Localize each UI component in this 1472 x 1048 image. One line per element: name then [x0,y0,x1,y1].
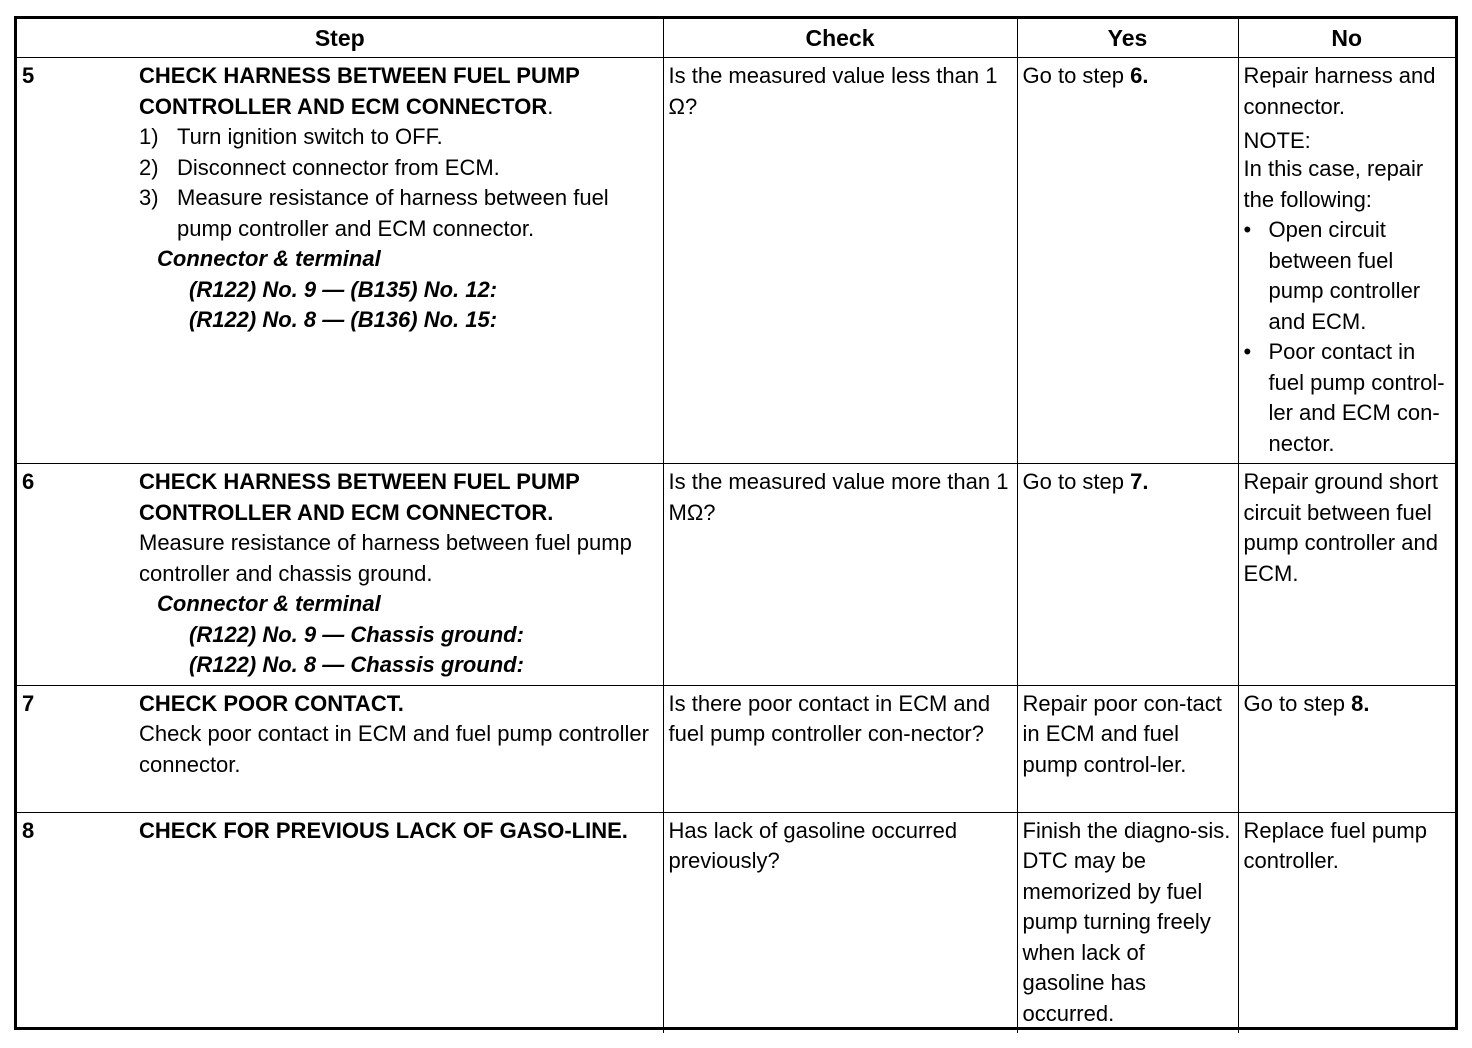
yes-cell: Finish the diagno-sis. DTC may be memorized by fuel pump turning freely when lack of gasoline has occurred. [1017,812,1238,1033]
step-title-line: CHECK FOR PREVIOUS LACK OF GASO-LINE. [139,817,628,843]
check-cell: Is the measured value less than 1 Ω? [663,58,1017,464]
procedure-item: 2) Disconnect connector from ECM. [139,154,500,180]
note-label: NOTE: [1243,128,1311,153]
note-intro: In this case, repair the following: [1243,156,1424,212]
no-cell: Go to step 8. [1238,685,1455,812]
check-cell: Is there poor contact in ECM and fuel pump controller con-nector? [663,685,1017,812]
connector-terminal-line: (R122) No. 9 — Chassis ground: [189,621,524,647]
procedure-list [139,122,658,244]
header-no: No [1238,19,1455,58]
step-number: 8 [22,817,35,843]
step-title-line: CHECK HARNESS BETWEEN FUEL PUMP [139,469,580,494]
step-title-line: CHECK HARNESS BETWEEN FUEL PUMP [139,63,580,88]
step-cell [17,812,663,1033]
step-instruction: Check poor contact in ECM and fuel pump controller connector. [139,721,649,777]
connector-heading: Connector & terminal [157,591,381,616]
table-row [17,685,1455,812]
yes-cell: Repair poor con-tact in ECM and fuel pump control-ler. [1017,685,1238,812]
table-row [17,58,1455,464]
connector-terminal-line: (R122) No. 8 — (B136) No. 15: [189,307,498,332]
diagnostic-table [17,19,1455,1033]
connector-heading: Connector & terminal [157,246,381,271]
procedure-item: 3) Measure resistance of harness between fuel pump controller and ECM connector. [139,185,609,241]
no-cell [1238,58,1455,464]
step-number: 5 [22,63,35,88]
table-row [17,464,1455,686]
table-row [17,812,1455,1033]
procedure-item: 1) Turn ignition switch to OFF. [139,124,443,149]
step-title-line: CONTROLLER AND ECM CONNECTOR. [139,93,554,119]
step-cell [17,685,663,812]
check-cell: Has lack of gasoline occurred previously? [663,812,1017,1033]
step-cell [17,464,663,686]
connector-terminal-line: (R122) No. 9 — (B135) No. 12: [189,276,498,302]
header-yes: Yes [1017,19,1238,58]
step-title-line: CHECK POOR CONTACT. [139,690,404,716]
step-cell [17,58,663,464]
header-step: Step [17,19,663,58]
check-cell: Is the measured value more than 1 MΩ? [663,464,1017,686]
diagnostic-table-frame [14,16,1458,1030]
step-title-line: CONTROLLER AND ECM CONNECTOR. [139,499,554,525]
yes-cell: Go to step 6. [1017,58,1238,464]
no-cell: Replace fuel pump controller. [1238,812,1455,1033]
no-action-text: Repair harness and connector. [1243,63,1436,119]
table-header-row [17,19,1455,58]
note-bullet-item: • Poor contact in fuel pump control-ler and ECM con-nector. [1243,339,1445,456]
step-number: 7 [22,690,35,716]
note-bullet-list [1244,215,1451,459]
connector-terminal-line: (R122) No. 8 — Chassis ground: [189,652,524,677]
step-number: 6 [22,469,35,494]
yes-cell: Go to step 7. [1017,464,1238,686]
note-bullet-item: • Open circuit between fuel pump controller and ECM. [1243,217,1421,334]
step-instruction: Measure resistance of harness between fuel pump controller and chassis ground. [139,530,632,586]
no-cell: Repair ground short circuit between fuel pump controller and ECM. [1238,464,1455,686]
header-check: Check [663,19,1017,58]
